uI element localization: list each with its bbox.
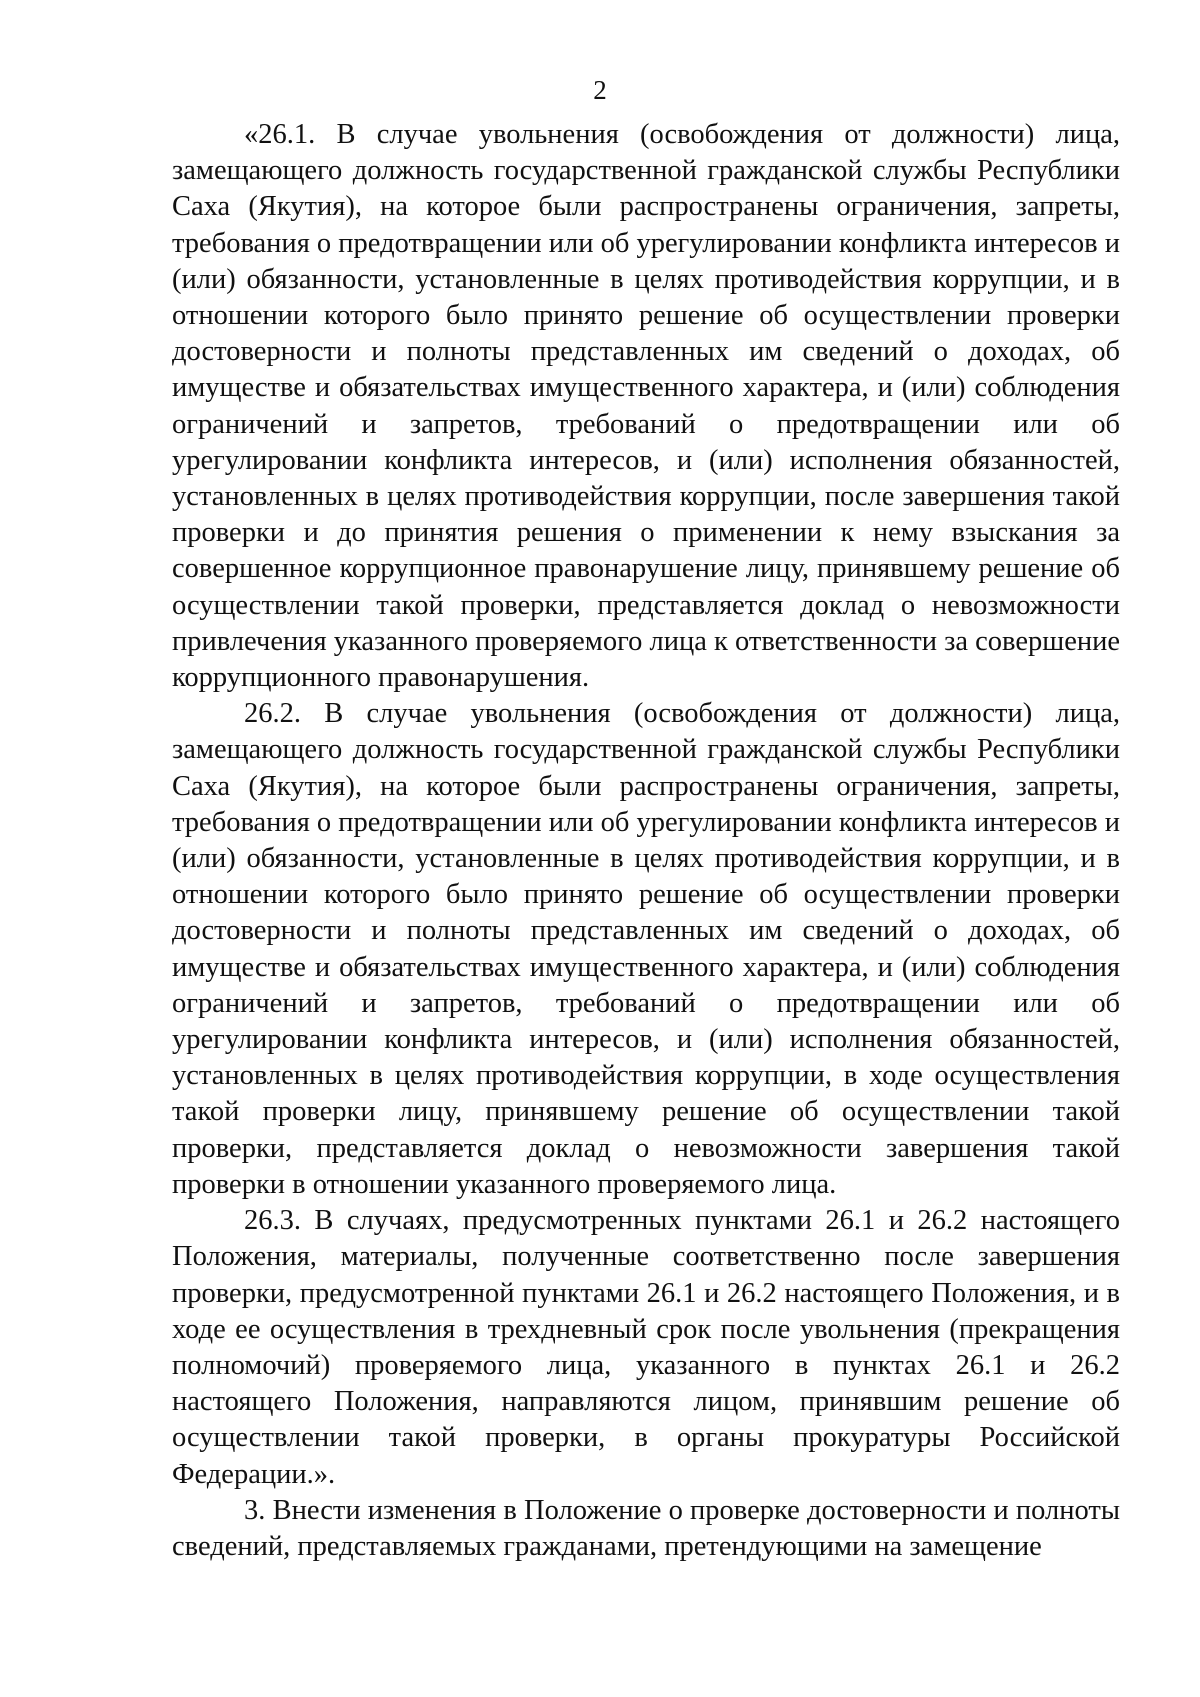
page-number: 2 <box>593 75 607 105</box>
paragraph-26-1: «26.1. В случае увольнения (освобождения от должности) лица, замещающего должность государственной гражданской службы Республики Саха (Якутия), на которое были распространены ограничения, запреты, требования о предотвращении или об урегулировании конфликта интересов и (или) обязанности, установленные в целях противодействия коррупции, и в отношении которого было принято решение об осуществлении проверки достоверности и полноты представленных им сведений о доходах, об имуществе и обязательствах имущественного характера, и (или) соблюдения ограничений и запретов, требований о предотвращении или об урегулировании конфликта интересов, и (или) исполнения обязанностей, установленных в целях противодействия коррупции, после завершения такой проверки и до принятия решения о применении к нему взыскания за совершенное коррупционное правонарушение лицу, принявшему решение об осуществлении такой проверки, представляется доклад о невозможности привлечения указанного проверяемого лица к ответственности за совершение коррупционного правонарушения. <box>172 119 1121 694</box>
paragraph-3: 3. Внести изменения в Положение о проверке достоверности и полноты сведений, представляемых гражданами, претендующими на замещение <box>172 1494 1120 1562</box>
paragraph-26-3: 26.3. В случаях, предусмотренных пунктами 26.1 и 26.2 настоящего Положения, материалы, полученные соответственно после завершения проверки, предусмотренной пунктами 26.1 и 26.2 настоящего Положения, и в ходе ее осуществления в трехдневный срок после увольнения (прекращения полномочий) проверяемого лица, указанного в пунктах 26.1 и 26.2 настоящего Положения, направляются лицом, принявшим решение об осуществлении такой проверки, в органы прокуратуры Российской Федерации.». <box>172 1205 1120 1490</box>
document-body <box>172 117 1120 1565</box>
paragraph-26-2: 26.2. В случае увольнения (освобождения от должности) лица, замещающего должность государственной гражданской службы Республики Саха (Якутия), на которое были распространены ограничения, запреты, требования о предотвращении или об урегулировании конфликта интересов и (или) обязанности, установленные в целях противодействия коррупции, и в отношении которого было принято решение об осуществлении проверки достоверности и полноты представленных им сведений о доходах, об имуществе и обязательствах имущественного характера, и (или) соблюдения ограничений и запретов, требований о предотвращении или об урегулировании конфликта интересов, и (или) исполнения обязанностей, установленных в целях противодействия коррупции, в ходе осуществления такой проверки лицу, принявшему решение об осуществлении такой проверки, представляется доклад о невозможности завершения такой проверки в отношении указанного проверяемого лица. <box>172 698 1121 1200</box>
